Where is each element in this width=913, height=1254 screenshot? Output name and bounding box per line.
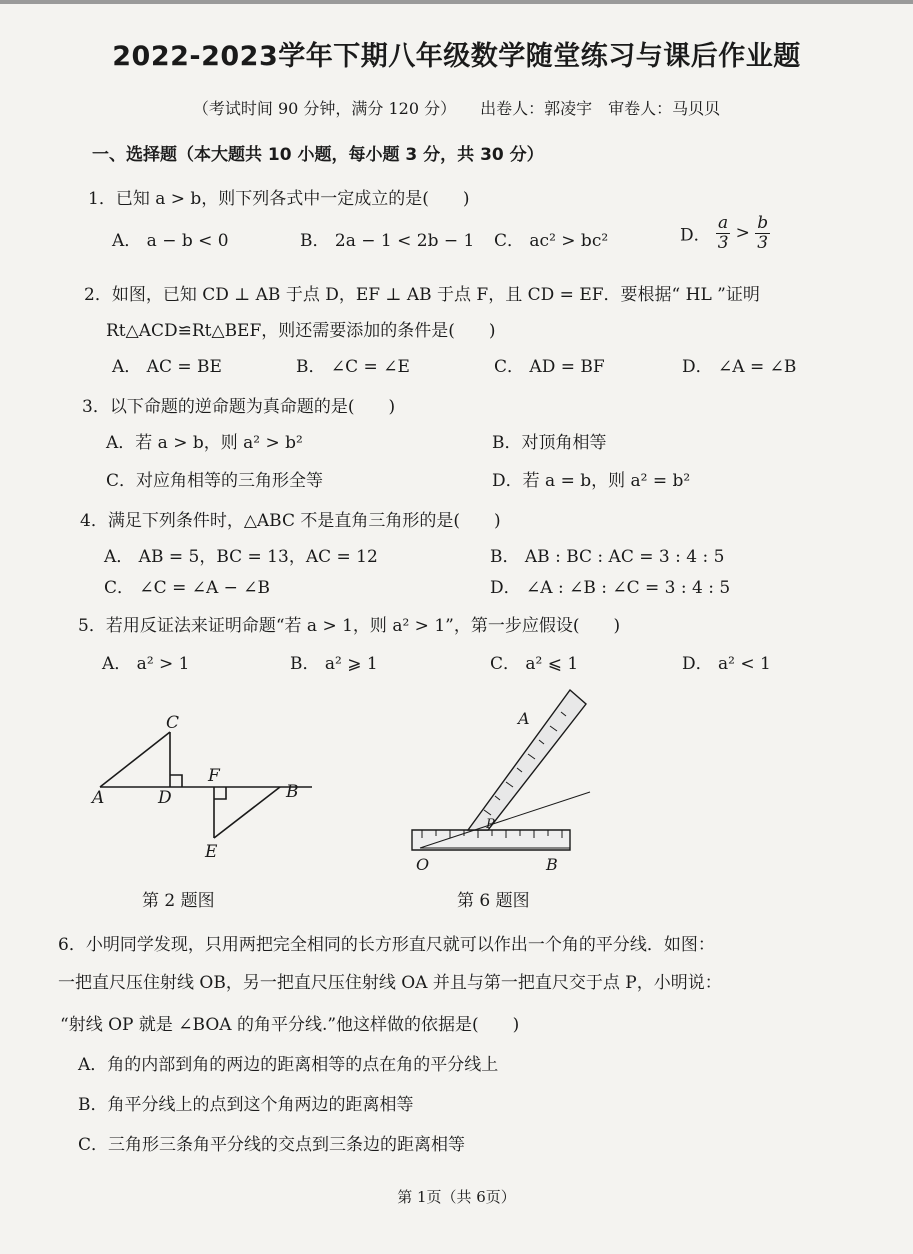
label-d: D bbox=[158, 788, 172, 808]
question-3-option-c: C．对应角相等的三角形全等 bbox=[106, 471, 324, 491]
question-4-option-b: B． AB : BC : AC = 3 : 4 : 5 bbox=[490, 547, 725, 567]
section-heading: 一、选择题（本大题共 10 小题，每小题 3 分，共 30 分） bbox=[92, 145, 544, 165]
question-3-stem: 3．以下命题的逆命题为真命题的是( ) bbox=[82, 397, 396, 417]
question-5-option-b: B． a² ⩾ 1 bbox=[290, 654, 378, 674]
label-b: B bbox=[546, 855, 558, 874]
page-footer: 第 1页（共 6页） bbox=[397, 1188, 516, 1206]
question-2-option-b: B． ∠C = ∠E bbox=[296, 357, 410, 377]
question-5-option-d: D． a² < 1 bbox=[682, 654, 771, 674]
question-1-option-b: B． 2a − 1 < 2b − 1 bbox=[300, 231, 475, 251]
label-e: E bbox=[205, 842, 218, 862]
question-4-option-c: C． ∠C = ∠A − ∠B bbox=[104, 578, 271, 598]
question-6-line-2: 一把直尺压住射线 OB，另一把直尺压住射线 OA 并且与第一把直尺交于点 P，小明说： bbox=[58, 973, 722, 993]
line-ac bbox=[100, 732, 170, 787]
question-2-option-a: A． AC = BE bbox=[112, 357, 222, 377]
greater-than-sign: > bbox=[735, 223, 750, 244]
label-a: A bbox=[92, 788, 105, 808]
question-5-option-c: C． a² ⩽ 1 bbox=[490, 654, 579, 674]
label-o: O bbox=[416, 855, 430, 874]
label-b: B bbox=[286, 782, 299, 802]
question-2-line-2: Rt△ACD≌Rt△BEF，则还需要添加的条件是( ) bbox=[106, 321, 496, 341]
question-5-stem: 5．若用反证法来证明命题“若 a > 1，则 a² > 1”，第一步应假设( ) bbox=[78, 616, 621, 636]
option-d-label: D． bbox=[680, 225, 711, 246]
question-6-option-c: C．三角形三条角平分线的交点到三条边的距离相等 bbox=[78, 1135, 466, 1155]
label-p: P bbox=[486, 817, 495, 832]
question-4-option-a: A． AB = 5，BC = 13，AC = 12 bbox=[104, 547, 378, 567]
figure-2-caption: 第 2 题图 bbox=[142, 891, 215, 911]
question-2-option-c: C． AD = BF bbox=[494, 357, 605, 377]
question-1-stem: 1．已知 a > b，则下列各式中一定成立的是( ) bbox=[88, 189, 470, 209]
question-6-option-b: B．角平分线上的点到这个角两边的距离相等 bbox=[78, 1095, 414, 1115]
question-6-option-a: A．角的内部到角的两边的距离相等的点在角的平分线上 bbox=[78, 1055, 499, 1075]
question-1-option-c: C． ac² > bc² bbox=[494, 231, 609, 251]
label-a: A bbox=[518, 709, 530, 728]
question-3-option-d: D．若 a = b，则 a² = b² bbox=[492, 471, 691, 491]
page-title: 2022-2023学年下期八年级数学随堂练习与课后作业题 bbox=[112, 41, 801, 72]
label-f: F bbox=[208, 766, 220, 786]
fraction-b-over-3: $\frac{b}{3}$ bbox=[757, 213, 769, 253]
question-1-option-a: A． a − b < 0 bbox=[112, 231, 229, 251]
figure-2-triangles bbox=[80, 705, 320, 865]
line-eb bbox=[214, 787, 280, 838]
question-2-line-1: 2．如图，已知 CD ⊥ AB 于点 D，EF ⊥ AB 于点 F，且 CD = EF．要根据“ HL ”证明 bbox=[84, 285, 760, 305]
question-6-line-3: “射线 OP 就是 ∠BOA 的角平分线.”他这样做的依据是( ) bbox=[60, 1015, 520, 1035]
question-3-option-a: A．若 a > b，则 a² > b² bbox=[106, 433, 303, 453]
figure-6-rulers bbox=[400, 682, 600, 877]
right-angle-mark-d bbox=[170, 775, 182, 787]
figure-6-caption: 第 6 题图 bbox=[457, 891, 530, 911]
question-1-option-d bbox=[680, 214, 770, 252]
label-c: C bbox=[166, 713, 180, 733]
question-4-stem: 4．满足下列条件时，△ABC 不是直角三角形的是( ) bbox=[80, 511, 501, 531]
fraction-a-over-3: $\frac{a}{3}$ bbox=[717, 213, 729, 253]
question-2-option-d: D． ∠A = ∠B bbox=[682, 357, 797, 377]
question-6-line-1: 6．小明同学发现，只用两把完全相同的长方形直尺就可以作出一个角的平分线．如图： bbox=[58, 935, 715, 955]
question-5-option-a: A． a² > 1 bbox=[102, 654, 190, 674]
right-angle-mark-f bbox=[214, 787, 226, 799]
question-4-option-d: D． ∠A : ∠B : ∠C = 3 : 4 : 5 bbox=[490, 578, 731, 598]
scan-top-edge bbox=[0, 0, 913, 4]
question-3-option-b: B．对顶角相等 bbox=[492, 433, 607, 453]
exam-info: （考试时间 90 分钟，满分 120 分） 出卷人：郭凌宇 审卷人：马贝贝 bbox=[192, 99, 721, 118]
